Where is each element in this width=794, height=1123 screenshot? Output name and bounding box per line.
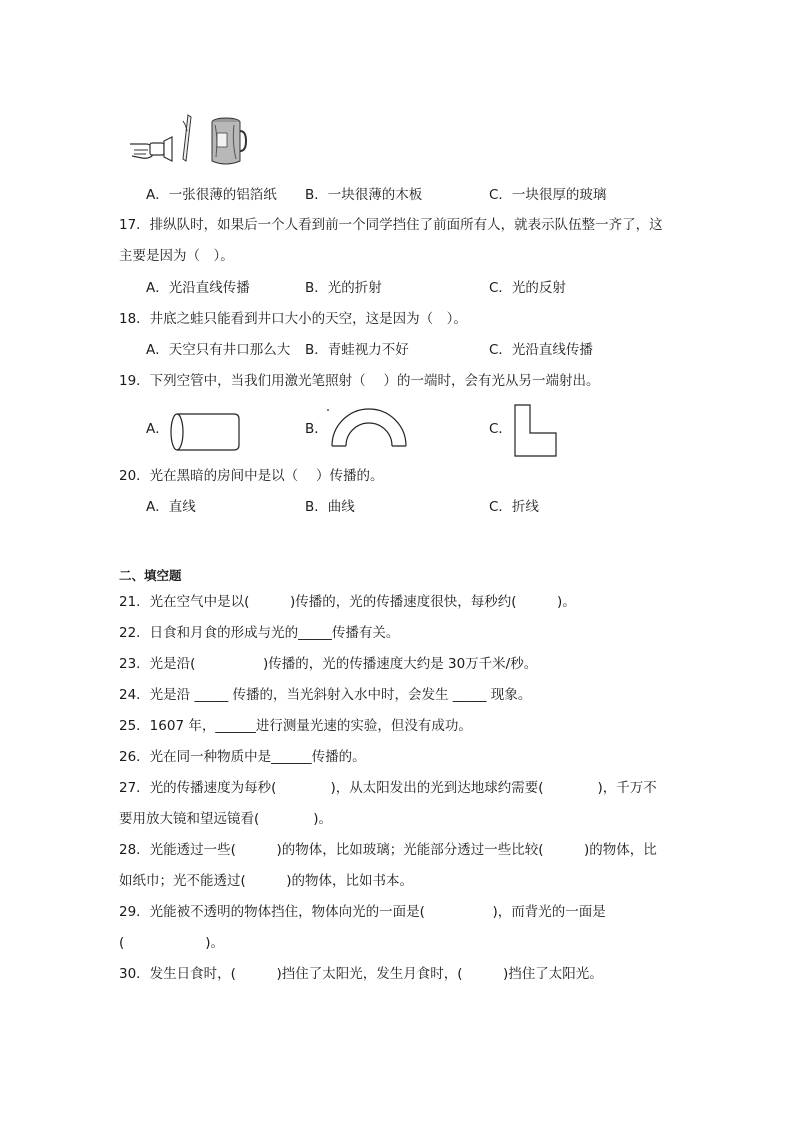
q23-text: 23．光是沿( )传播的，光的传播速度大约是 30万千米/秒。 <box>119 656 538 672</box>
q17-option-c[interactable]: C．光的反射 <box>489 280 566 296</box>
q24-text: 24．光是沿 _____ 传播的，当光斜射入水中时，会发生 _____ 现象。 <box>119 687 532 703</box>
arch-tube-icon <box>328 406 408 448</box>
q16-option-b[interactable]: B．一块很薄的木板 <box>305 187 423 203</box>
q17-option-b[interactable]: B．光的折射 <box>305 280 382 296</box>
q19-option-b[interactable]: B． <box>305 421 328 437</box>
q17-text-line2: 主要是因为（ ）。 <box>119 248 234 264</box>
q17-option-a[interactable]: A．光沿直线传播 <box>146 280 250 296</box>
q19-option-c[interactable]: C． <box>489 421 512 437</box>
q18-text: 18．井底之蛙只能看到井口大小的天空，这是因为（ ）。 <box>119 311 467 327</box>
q29-text-line2: ( )。 <box>119 935 225 951</box>
q20-option-a[interactable]: A．直线 <box>146 499 196 515</box>
q20-text: 20．光在黑暗的房间中是以（ ）传播的。 <box>119 468 384 484</box>
q19-text: 19．下列空管中，当我们用激光笔照射（ ）的一端时，会有光从另一端射出。 <box>119 373 600 389</box>
q25-text: 25．1607 年，______进行测量光速的实验，但没有成功。 <box>119 718 472 734</box>
thin-sheet-icon <box>180 113 194 165</box>
q17-text-line1: 17．排纵队时，如果后一个人看到前一个同学挡住了前面所有人，就表示队伍整一齐了，这 <box>119 217 663 233</box>
q18-option-b[interactable]: B．青蛙视力不好 <box>305 342 409 358</box>
straight-tube-icon <box>170 412 240 452</box>
q27-text-line1: 27．光的传播速度为每秒( )，从太阳发出的光到达地球约需要( )，千万不 <box>119 780 657 796</box>
q27-text-line2: 要用放大镜和望远镜看( )。 <box>119 811 333 827</box>
q29-text-line1: 29．光能被不透明的物体挡住，物体向光的一面是( )，而背光的一面是 <box>119 904 606 920</box>
q19-option-a[interactable]: A． <box>146 421 169 437</box>
q28-text-line1: 28．光能透过一些( )的物体，比如玻璃；光能部分透过一些比较( )的物体，比 <box>119 842 657 858</box>
cup-icon <box>210 117 246 167</box>
q26-text: 26．光在同一种物质中是______传播的。 <box>119 749 366 765</box>
l-tube-icon <box>512 403 560 459</box>
q18-option-c[interactable]: C．光沿直线传播 <box>489 342 593 358</box>
q30-text: 30．发生日食时，( )挡住了太阳光，发生月食时，( )挡住了太阳光。 <box>119 966 603 982</box>
q22-text: 22．日食和月食的形成与光的_____传播有关。 <box>119 625 400 641</box>
q21-text: 21．光在空气中是以( )传播的，光的传播速度很快，每秒约( )。 <box>119 594 576 610</box>
q20-option-b[interactable]: B．曲线 <box>305 499 355 515</box>
q18-option-a[interactable]: A．天空只有井口那么大 <box>146 342 291 358</box>
section-title-fill-in: 二、填空题 <box>119 568 182 583</box>
q28-text-line2: 如纸巾；光不能透过( )的物体，比如书本。 <box>119 873 414 889</box>
q16-option-a[interactable]: A．一张很薄的铝箔纸 <box>146 187 277 203</box>
q20-option-c[interactable]: C．折线 <box>489 499 539 515</box>
hand-flashlight-icon <box>128 134 178 164</box>
q16-option-c[interactable]: C．一块很厚的玻璃 <box>489 187 607 203</box>
